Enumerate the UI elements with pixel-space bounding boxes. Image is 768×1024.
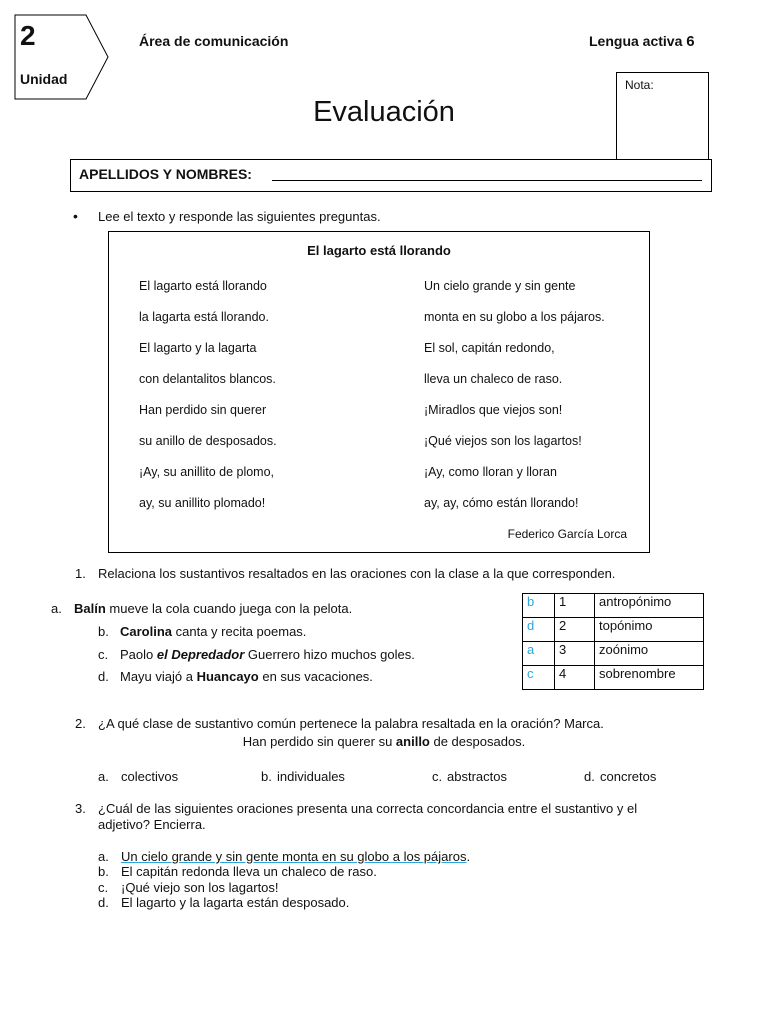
table-row: [523, 666, 704, 690]
question-text: adjetivo? Encierra.: [98, 817, 206, 832]
poem-box: [108, 231, 650, 553]
course-title: [589, 33, 695, 50]
option-letter: c.: [98, 880, 109, 895]
highlighted-noun: Balín: [74, 601, 106, 616]
grade-label: Nota:: [625, 78, 654, 92]
underlined-answer: Un cielo grande y sin gente monta en su globo a los pájaros: [121, 849, 467, 864]
poem-line: su anillo de desposados.: [139, 434, 277, 448]
item-letter: b.: [98, 624, 109, 639]
unit-label: Unidad: [20, 71, 68, 87]
item-text: mueve la cola cuando juega con la pelota.: [105, 601, 353, 616]
highlighted-noun: Huancayo: [196, 669, 259, 684]
poem-line: monta en su globo a los pájaros.: [424, 310, 605, 324]
poem-line: con delantalitos blancos.: [139, 372, 276, 386]
label-cell: zoónimo: [595, 642, 704, 666]
name-box: [70, 159, 712, 192]
instruction-text: Lee el texto y responde las siguientes preguntas.: [98, 209, 381, 224]
unit-number: 2: [20, 20, 36, 51]
question-number: 2.: [75, 716, 86, 731]
label-cell: sobrenombre: [595, 666, 704, 690]
number-cell: 2: [555, 618, 595, 642]
answer-cell[interactable]: a: [523, 642, 555, 666]
poem-author: Federico García Lorca: [507, 527, 627, 541]
item-text: Guerrero hizo muchos goles.: [244, 647, 415, 662]
number-cell: 3: [555, 642, 595, 666]
item-text: Mayu viajó a: [120, 669, 197, 684]
poem-line: Han perdido sin querer: [139, 403, 267, 417]
area-title: Área de comunicación: [139, 33, 289, 49]
poem-line: El lagarto está llorando: [139, 279, 267, 293]
number-cell: 1: [555, 594, 595, 618]
name-field-line[interactable]: [272, 180, 702, 181]
table-row: [523, 594, 704, 618]
option-text[interactable]: concretos: [600, 769, 657, 784]
question-text: ¿Cuál de las siguientes oraciones presenta una correcta concordancia entre el sustantivo y el: [98, 801, 638, 816]
option-letter: a.: [98, 849, 109, 864]
table-row: [523, 618, 704, 642]
option-letter: d.: [98, 895, 109, 910]
option-text[interactable]: [121, 849, 470, 864]
poem-line: El sol, capitán redondo,: [424, 341, 555, 355]
option-letter: b.: [98, 864, 109, 879]
option-text[interactable]: El lagarto y la lagarta están desposado.: [121, 895, 350, 910]
answer-cell[interactable]: d: [523, 618, 555, 642]
page-title: Evaluación: [313, 96, 455, 128]
poem-line: ay, ay, cómo están llorando!: [424, 496, 579, 510]
item-text: canta y recita poemas.: [172, 624, 307, 639]
question-number: 1.: [75, 566, 86, 581]
highlighted-noun: anillo: [395, 734, 430, 749]
sentence-text: Han perdido sin querer su: [242, 734, 396, 749]
option-letter: b.: [261, 769, 272, 784]
poem-title: El lagarto está llorando: [307, 243, 451, 258]
option-text[interactable]: ¡Qué viejo son los lagartos!: [121, 880, 279, 895]
poem-line: Un cielo grande y sin gente: [424, 279, 576, 293]
q1-item: [120, 647, 415, 662]
q1-item: [120, 669, 373, 684]
name-label: APELLIDOS Y NOMBRES:: [79, 166, 252, 182]
poem-line: El lagarto y la lagarta: [139, 341, 257, 355]
answer-cell[interactable]: c: [523, 666, 555, 690]
item-text: Paolo: [120, 647, 157, 662]
table-row: [523, 642, 704, 666]
item-letter: c.: [98, 647, 109, 662]
q1-item: [120, 624, 306, 639]
q1-item: [74, 601, 352, 616]
course-name: Lengua activa: [589, 33, 683, 49]
example-sentence: [0, 734, 768, 749]
label-cell: antropónimo: [595, 594, 704, 618]
question-number: 3.: [75, 801, 86, 816]
sentence-text: de desposados.: [429, 734, 526, 749]
label-cell: topónimo: [595, 618, 704, 642]
option-text[interactable]: El capitán redonda lleva un chaleco de raso.: [121, 864, 377, 879]
option-letter: c.: [432, 769, 443, 784]
question-text: ¿A qué clase de sustantivo común pertenece la palabra resaltada en la oración? Marca.: [98, 716, 604, 731]
poem-line: la lagarta está llorando.: [139, 310, 269, 324]
matching-table: [522, 593, 704, 690]
number-cell: 4: [555, 666, 595, 690]
option-text[interactable]: individuales: [277, 769, 345, 784]
course-number: 6: [686, 33, 695, 50]
highlighted-noun: el Depredador: [156, 647, 245, 662]
question-text: Relaciona los sustantivos resaltados en las oraciones con la clase a la que corresponden.: [98, 566, 616, 581]
option-letter: d.: [584, 769, 595, 784]
item-letter: d.: [98, 669, 109, 684]
poem-line: ay, su anillito plomado!: [139, 496, 266, 510]
highlighted-noun: Carolina: [120, 624, 173, 639]
poem-line: lleva un chaleco de raso.: [424, 372, 563, 386]
poem-line: ¡Qué viejos son los lagartos!: [424, 434, 582, 448]
option-text[interactable]: abstractos: [447, 769, 507, 784]
item-text: en sus vacaciones.: [258, 669, 373, 684]
option-suffix: .: [466, 849, 471, 864]
bullet-icon: •: [73, 208, 78, 224]
answer-cell[interactable]: b: [523, 594, 555, 618]
option-letter: a.: [98, 769, 109, 784]
poem-line: ¡Miradlos que viejos son!: [424, 403, 563, 417]
poem-line: ¡Ay, su anillito de plomo,: [139, 465, 275, 479]
poem-line: ¡Ay, como lloran y lloran: [424, 465, 557, 479]
item-letter: a.: [51, 601, 62, 616]
option-text[interactable]: colectivos: [121, 769, 179, 784]
